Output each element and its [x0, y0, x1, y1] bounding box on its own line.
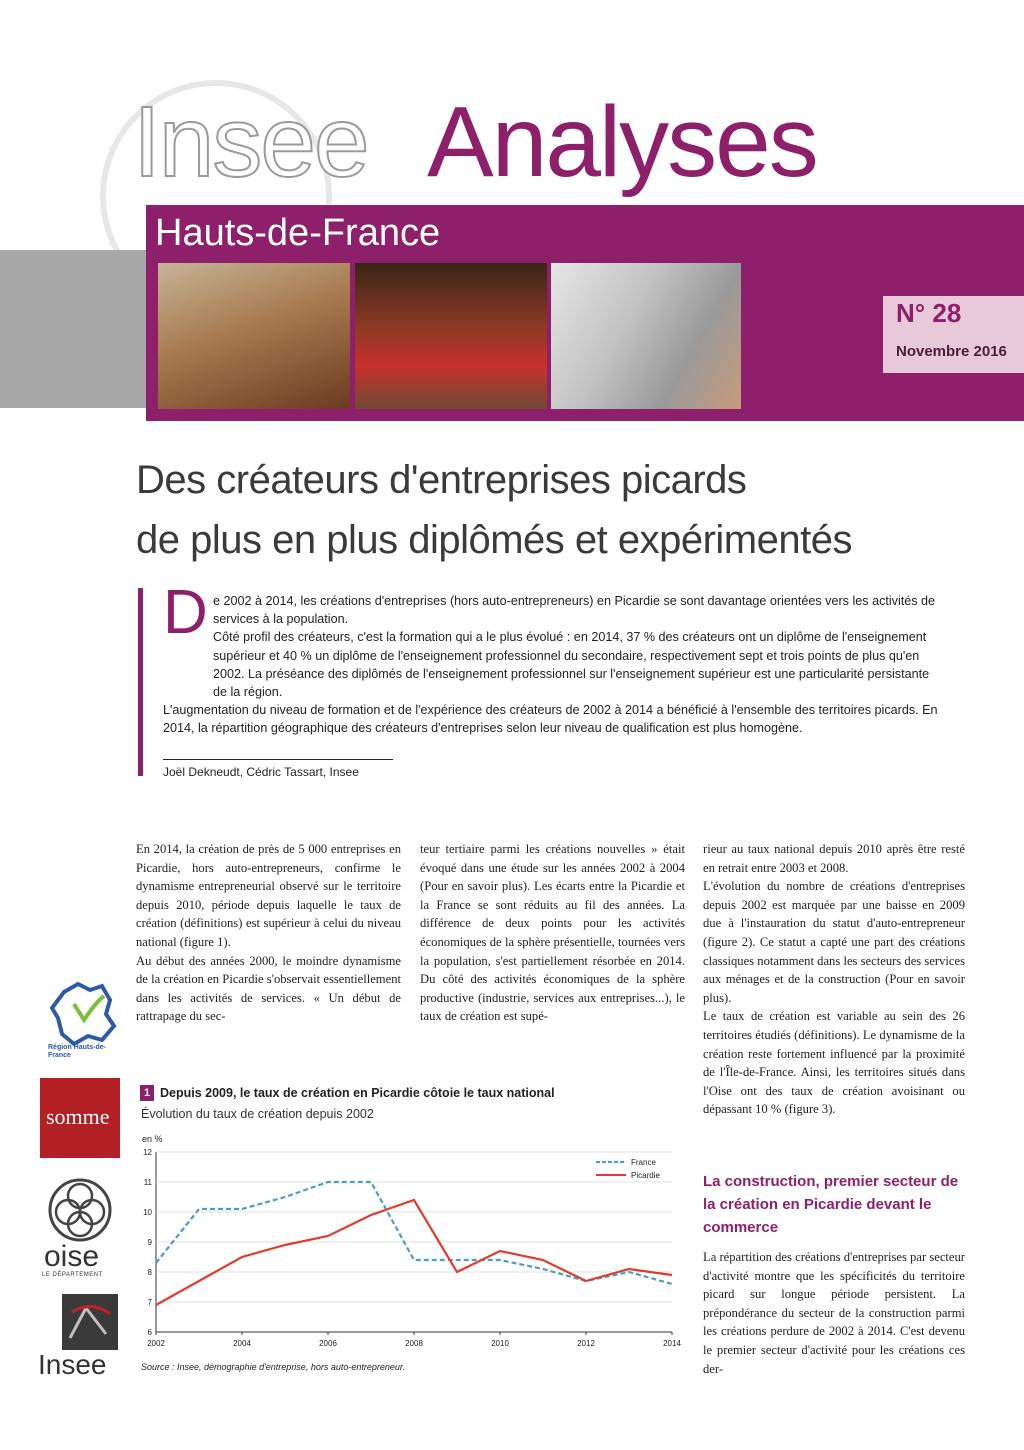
x-tick-label: 2010	[491, 1339, 509, 1348]
insee-logo-square	[62, 1294, 118, 1350]
series-line-france	[156, 1182, 672, 1284]
region-logo	[44, 978, 124, 1062]
lead-accent-bar	[138, 588, 143, 776]
brand-insee: Insee	[133, 86, 368, 198]
region-logo-label: Région Hauts-de-France	[48, 1044, 106, 1059]
insee-swoosh-icon	[62, 1294, 118, 1350]
figure-source: Source : Insee, démographie d'entreprise, hors auto-entrepreneur.	[141, 1362, 406, 1372]
x-tick-label: 2014	[663, 1339, 681, 1348]
issue-date: Novembre 2016	[896, 343, 1007, 360]
lead-p3: L'augmentation du niveau de formation et de l'expérience des créateurs de 2002 à 2014 a bénéficié à l'ensemble des territoires picards. En 2014, la répartition géographique des créateurs d'entreprises selon leur niveau de qualification est plus homogène.	[163, 703, 938, 736]
article-title	[136, 450, 956, 570]
x-tick-label: 2006	[319, 1339, 337, 1348]
figure-number: 1	[140, 1085, 154, 1101]
photo-market-vendor	[355, 263, 547, 409]
photo-technician	[551, 263, 741, 409]
col3-paragraph-3: Le taux de création est variable au sein des 26 territoires étudiés (définitions). Le dynamisme de la création reste fortement influencé par la proximité de l'Île-de-France. Ainsi, les territoires situés dans l'Oise ont des taux de création avoisinant ou dépassant 10 % (figure 3).	[703, 1009, 965, 1117]
col1-paragraph-1: En 2014, la création de près de 5 000 entreprises en Picardie, hors auto-entrepreneurs, confirme le dynamisme entrepreneurial observé sur le territoire depuis 2010, période depuis laquelle le taux de création (définitions) est supérieur à celui du niveau national (figure 1).	[136, 842, 401, 949]
col1-paragraph-2: Au début des années 2000, le moindre dynamisme de la création en Picardie s'observait essentiellement dans les activités de services. « Un début de rattrapage du sec-	[136, 953, 401, 1024]
issue-number: N° 28	[896, 298, 962, 328]
y-tick-label: 10	[143, 1208, 152, 1217]
col3-paragraph-4: La répartition des créations d'entreprises par secteur d'activité montre que les spécificités du territoire picard sur longue période persistent. La prépondérance du secteur de la construction parmi les créations perdure de 2002 à 2014. C'est devenu le premier secteur d'activité pour les créations ces der-	[703, 1250, 965, 1376]
x-tick-label: 2008	[405, 1339, 423, 1348]
x-tick-label: 2004	[233, 1339, 251, 1348]
col3-paragraph-2: L'évolution du nombre de créations d'entreprises depuis 2002 est marquée par une baisse en 2009 due à l'instauration du statut d'auto-entrepreneur (figure 2). Ce statut a capté une part des créations classiques notamment dans les secteurs des services aux ménages et de la construction (Pour en savoir plus).	[703, 879, 965, 1005]
body-column-1	[136, 840, 401, 1026]
figure-title: Depuis 2009, le taux de création en Picardie côtoie le taux national	[160, 1086, 555, 1100]
y-tick-label: 9	[147, 1238, 152, 1247]
section-heading: La construction, premier secteur de la création en Picardie devant le commerce	[703, 1173, 959, 1236]
drop-cap: D	[163, 578, 208, 647]
title-line-1: Des créateurs d'entreprises picards	[136, 458, 747, 502]
lead-rule	[163, 759, 393, 760]
y-tick-label: 11	[143, 1178, 152, 1187]
lead-paragraph	[163, 592, 943, 738]
col3-paragraph-1: rieur au taux national depuis 2010 après être resté en retrait entre 2003 et 2008.	[703, 842, 965, 875]
lead-p1: e 2002 à 2014, les créations d'entreprises (hors auto-entrepreneurs) en Picardie se sont davantage orientées vers les activités de services à la population.	[213, 594, 936, 627]
legend-label-picardie: Picardie	[631, 1171, 660, 1180]
col2-paragraph-1: teur tertiaire parmi les créations nouvelles » était évoqué dans une étude sur les années 2002 à 2004 (Pour en savoir plus). Les écarts entre la Picardie et la France se sont réduits au fil des années. La différence de deux points pour les activités économiques de la sphère présentielle, tournées vers la population, s'est partiellement résorbée en 2014. Du côté des activités économiques de la sphère productive (industrie, services aux entreprises...), le taux de création est supé-	[420, 842, 685, 1024]
y-tick-label: 6	[147, 1328, 152, 1337]
oise-logo	[40, 1174, 120, 1282]
figure-subtitle: Évolution du taux de création depuis 2002	[141, 1107, 374, 1121]
body-column-3-bottom	[703, 1248, 965, 1378]
legend-label-france: France	[631, 1158, 656, 1167]
series-line-picardie	[156, 1200, 672, 1305]
insee-logo	[40, 1294, 120, 1384]
y-tick-label: 7	[147, 1298, 152, 1307]
brand-analyses: Analyses	[427, 86, 817, 198]
photo-roofer	[158, 263, 350, 409]
body-column-3	[703, 840, 965, 1119]
y-tick-label: 8	[147, 1268, 152, 1277]
authors: Joël Dekneudt, Cédric Tassart, Insee	[163, 765, 359, 779]
region-name: Hauts-de-France	[155, 212, 441, 254]
insee-logo-text: Insee	[38, 1349, 107, 1380]
somme-logo-text: somme	[46, 1104, 110, 1129]
y-tick-label: 12	[143, 1148, 152, 1157]
x-tick-label: 2002	[147, 1339, 165, 1348]
title-line-2: de plus en plus diplômés et expérimentés	[136, 518, 852, 562]
somme-logo	[40, 1078, 120, 1158]
lead-p2: Côté profil des créateurs, c'est la formation qui a le plus évolué : en 2014, 37 % des créateurs ont un diplôme de l'enseignement supérieur et 40 % un diplôme de l'enseignement professionnel du secondaire, respectivement sept et trois points de plus qu'en 2002. La préséance des diplômés de l'enseignement professionnel sur l'enseignement supérieur est une particularité persistante de la région.	[213, 630, 930, 700]
oise-logo-sub: LE DÉPARTEMENT	[42, 1272, 103, 1278]
x-tick-label: 2012	[577, 1339, 595, 1348]
oise-logo-text: oise	[44, 1240, 100, 1273]
line-chart	[138, 1128, 684, 1360]
body-column-2	[420, 840, 685, 1026]
y-axis-label: en %	[142, 1134, 163, 1144]
